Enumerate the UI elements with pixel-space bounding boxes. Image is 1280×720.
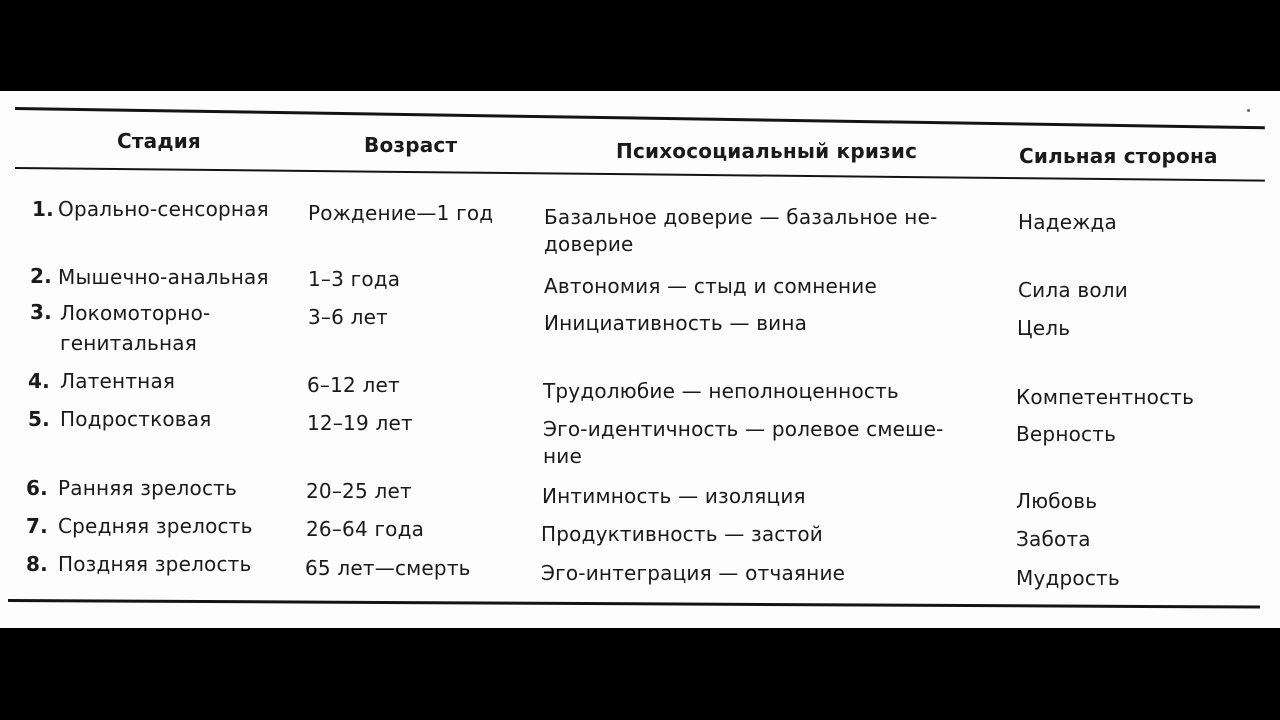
row-1-crisis: Базальное доверие — базальное не- — [544, 205, 938, 229]
row-2-strength: Сила воли — [1018, 278, 1128, 302]
row-1-number: 1. — [32, 197, 54, 221]
row-4-number: 4. — [28, 369, 50, 393]
row-3-number: 3. — [30, 300, 52, 324]
row-4-strength: Компетентность — [1016, 385, 1195, 409]
header-crisis: Психосоциальный кризис — [616, 139, 918, 163]
scan-speck — [1247, 109, 1250, 112]
row-7-age: 26–64 года — [306, 517, 425, 541]
row-5-crisis-cont: ние — [543, 444, 582, 468]
row-3-age: 3–6 лет — [308, 305, 388, 329]
row-3-crisis: Инициативность — вина — [544, 311, 808, 335]
row-1-strength: Надежда — [1018, 210, 1117, 234]
row-1-age: Рождение—1 год — [308, 201, 494, 225]
row-6-number: 6. — [26, 476, 48, 500]
row-5-strength: Верность — [1016, 422, 1117, 446]
row-1-stage: Орально-сенсорная — [58, 197, 269, 221]
row-7-stage: Средняя зрелость — [58, 514, 253, 538]
header-stage: Стадия — [117, 129, 201, 153]
header-strength: Сильная сторона — [1019, 144, 1218, 168]
table-bottom-rule — [8, 599, 1260, 609]
row-5-stage: Подростковая — [60, 407, 212, 431]
row-3-strength: Цель — [1017, 316, 1071, 340]
row-6-stage: Ранняя зрелость — [58, 476, 237, 500]
row-4-crisis: Трудолюбие — неполноценность — [543, 379, 899, 403]
row-4-stage: Латентная — [60, 369, 176, 393]
row-7-number: 7. — [26, 514, 48, 538]
row-8-age: 65 лет—смерть — [305, 556, 471, 580]
row-8-crisis: Эго-интеграция — отчаяние — [541, 561, 846, 585]
row-6-age: 20–25 лет — [306, 479, 412, 503]
row-6-strength: Любовь — [1016, 489, 1098, 513]
document-page — [0, 91, 1280, 628]
header-age: Возраст — [364, 133, 458, 157]
row-8-strength: Мудрость — [1016, 566, 1120, 590]
row-2-stage: Мышечно-анальная — [58, 265, 269, 289]
row-3-stage-cont: генитальная — [60, 331, 197, 355]
row-8-stage: Поздняя зрелость — [58, 552, 252, 576]
row-4-age: 6–12 лет — [307, 373, 400, 397]
row-5-crisis: Эго-идентичность — ролевое смеше- — [543, 417, 944, 441]
letterbox-bottom — [0, 628, 1280, 720]
row-2-number: 2. — [30, 264, 52, 288]
row-2-crisis: Автономия — стыд и сомнение — [544, 274, 877, 298]
row-2-age: 1–3 года — [308, 267, 401, 291]
row-3-stage: Локомоторно- — [60, 301, 211, 325]
row-6-crisis: Интимность — изоляция — [542, 484, 806, 508]
letterbox-top — [0, 0, 1280, 91]
row-7-strength: Забота — [1016, 527, 1091, 551]
row-5-age: 12–19 лет — [307, 411, 413, 435]
row-1-crisis-cont: доверие — [544, 232, 634, 256]
row-8-number: 8. — [26, 552, 48, 576]
table-top-rule — [15, 107, 1265, 129]
row-5-number: 5. — [28, 407, 50, 431]
row-7-crisis: Продуктивность — застой — [541, 522, 823, 546]
